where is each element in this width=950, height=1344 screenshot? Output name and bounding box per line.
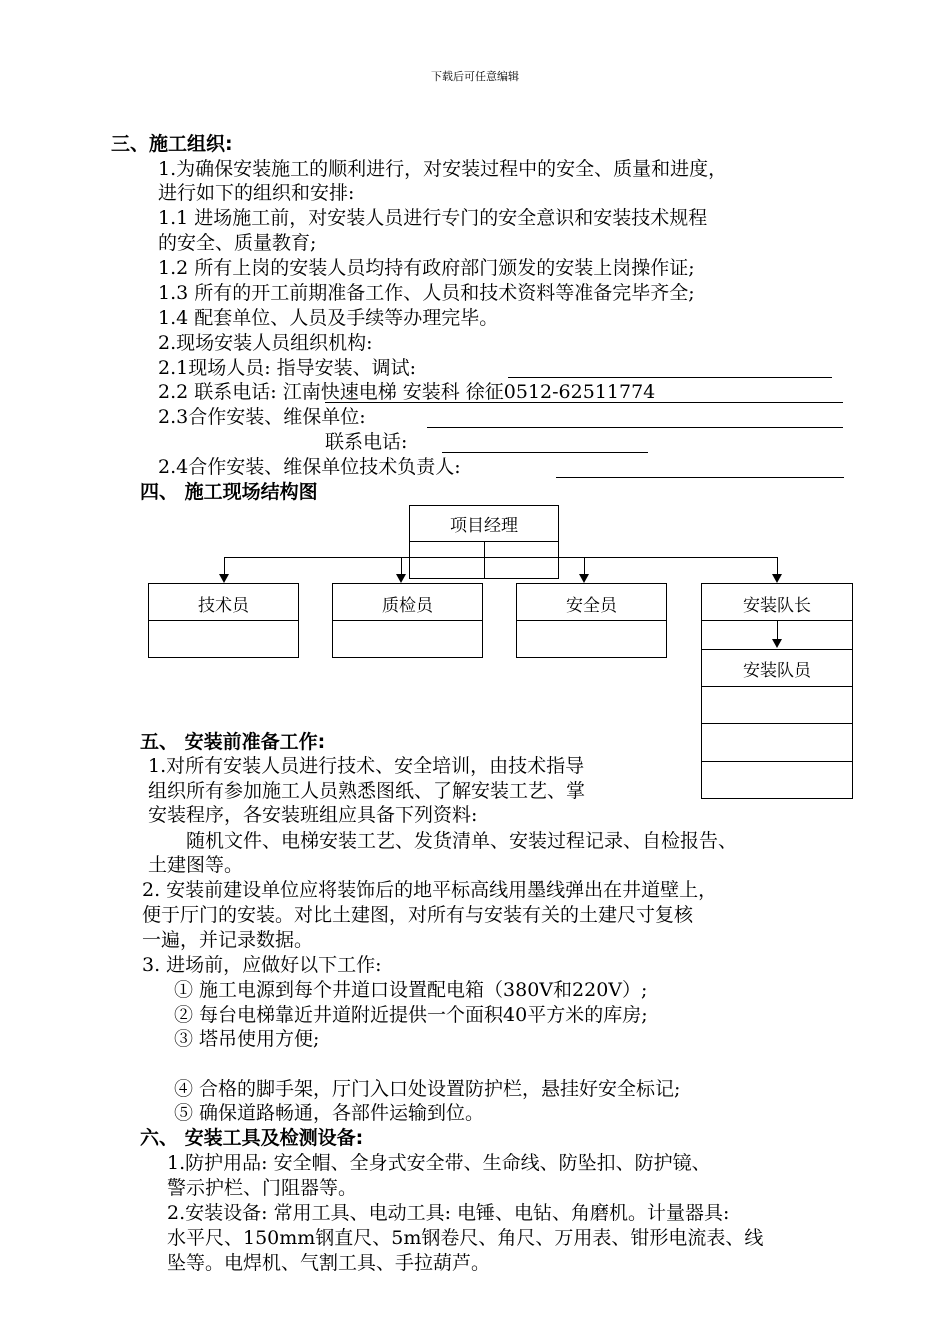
member-row-divider <box>701 723 853 724</box>
s3-line-7: 1.4 配套单位、人员及手续等办理完毕。 <box>158 307 499 329</box>
qc-divider <box>332 620 483 621</box>
s5-line-8: 一遍，并记录数据。 <box>142 929 314 951</box>
member-row-divider <box>701 761 853 762</box>
arrow-down-icon <box>219 574 229 583</box>
tech-label: 技术员 <box>198 596 249 616</box>
s3-line-1: 1.为确保安装施工的顺利进行，对安装过程中的安全、质量和进度， <box>158 158 728 180</box>
s5-line-10: ① 施工电源到每个井道口设置配电箱（380V和220V）; <box>174 979 648 1001</box>
blank-line-tech-lead <box>556 477 844 478</box>
s5-line-4: 随机文件、电梯安装工艺、发货清单、安装过程记录、自检报告、 <box>186 830 738 852</box>
arrow-down-icon <box>772 574 782 583</box>
safety-label: 安全员 <box>566 596 617 616</box>
s5-line-7: 便于厅门的安装。对比土建图，对所有与安装有关的土建尺寸复核 <box>142 904 694 926</box>
s3-line-2: 进行如下的组织和安排: <box>158 182 355 204</box>
section-5-title: 五、 安装前准备工作: <box>140 731 326 753</box>
section-3-title: 三、施工组织: <box>111 133 233 155</box>
s5-line-11: ② 每台电梯靠近井道附近提供一个面积40平方米的库房; <box>174 1004 648 1026</box>
s5-line-3: 安装程序，各安装班组应具备下列资料: <box>148 804 478 826</box>
s5-line-13: ④ 合格的脚手架，厅门入口处设置防护栏，悬挂好安全标记; <box>174 1078 681 1100</box>
s6-line-4: 水平尺、150mm钢直尺、5m钢卷尺、角尺、万用表、钳形电流表、线 <box>167 1227 764 1249</box>
s3-line-8: 2.现场安装人员组织机构: <box>158 332 373 354</box>
connector-member <box>777 620 778 640</box>
s3-line-9: 2.1现场人员: 指导安装、调试: <box>158 357 417 379</box>
s5-line-2: 组织所有参加施工人员熟悉图纸、了解安装工艺、掌 <box>148 780 586 802</box>
arrow-down-icon <box>396 574 406 583</box>
s5-line-1: 1.对所有安装人员进行技术、安全培训，由技术指导 <box>148 755 585 777</box>
s6-line-2: 警示护栏、门阻器等。 <box>167 1177 358 1199</box>
s3-line-6: 1.3 所有的开工前期准备工作、人员和技术资料等准备完毕齐全; <box>158 282 695 304</box>
s3-line-5: 1.2 所有上岗的安装人员均持有政府部门颁发的安装上岗操作证; <box>158 257 695 279</box>
blank-line-guide <box>508 377 832 378</box>
blank-line-partner <box>427 427 843 428</box>
member-divider <box>701 686 853 687</box>
arrow-down-icon <box>772 639 782 648</box>
s5-line-14: ⑤ 确保道路畅通，各部件运输到位。 <box>174 1102 485 1124</box>
s3-line-12: 联系电话: <box>325 431 408 453</box>
safety-divider <box>516 620 667 621</box>
section-4-title: 四、 施工现场结构图 <box>140 481 318 503</box>
s5-line-12: ③ 塔吊使用方便; <box>174 1028 320 1050</box>
manager-label: 项目经理 <box>450 516 518 536</box>
s3-line-10: 2.2 联系电话: 江南快速电梯 安装科 徐征0512-62511774 <box>158 381 656 403</box>
arrow-down-icon <box>579 574 589 583</box>
member-top-divider <box>701 649 853 650</box>
s5-line-6: 2. 安装前建设单位应将装饰后的地平标高线用墨线弹出在井道壁上， <box>142 879 718 901</box>
s6-line-3: 2.安装设备: 常用工具、电动工具: 电锤、电钻、角磨机。计量器具: <box>167 1202 730 1224</box>
s3-line-4: 的安全、质量教育; <box>158 232 317 254</box>
s5-line-9: 3. 进场前，应做好以下工作: <box>142 954 382 976</box>
s3-line-13: 2.4合作安装、维保单位技术负责人: <box>158 456 461 478</box>
s6-line-1: 1.防护用品: 安全帽、全身式安全带、生命线、防坠扣、防护镜、 <box>167 1152 711 1174</box>
s3-line-11: 2.3合作安装、维保单位: <box>158 406 366 428</box>
connector-horizontal <box>224 557 777 558</box>
manager-center-divider <box>484 541 485 579</box>
section-6-title: 六、 安装工具及检测设备: <box>140 1127 364 1149</box>
blank-line-partner-phone <box>442 452 648 453</box>
tech-divider <box>148 620 299 621</box>
leader-label: 安装队长 <box>743 596 811 616</box>
s3-line-3: 1.1 进场施工前，对安装人员进行专门的安全意识和安装技术规程 <box>158 207 708 229</box>
qc-label: 质检员 <box>382 596 433 616</box>
phone-underline <box>325 402 843 403</box>
s5-line-5: 土建图等。 <box>148 854 244 876</box>
page-header: 下载后可任意编辑 <box>431 70 519 83</box>
s6-line-5: 坠等。电焊机、气割工具、手拉葫芦。 <box>167 1252 491 1274</box>
member-label: 安装队员 <box>743 661 811 681</box>
